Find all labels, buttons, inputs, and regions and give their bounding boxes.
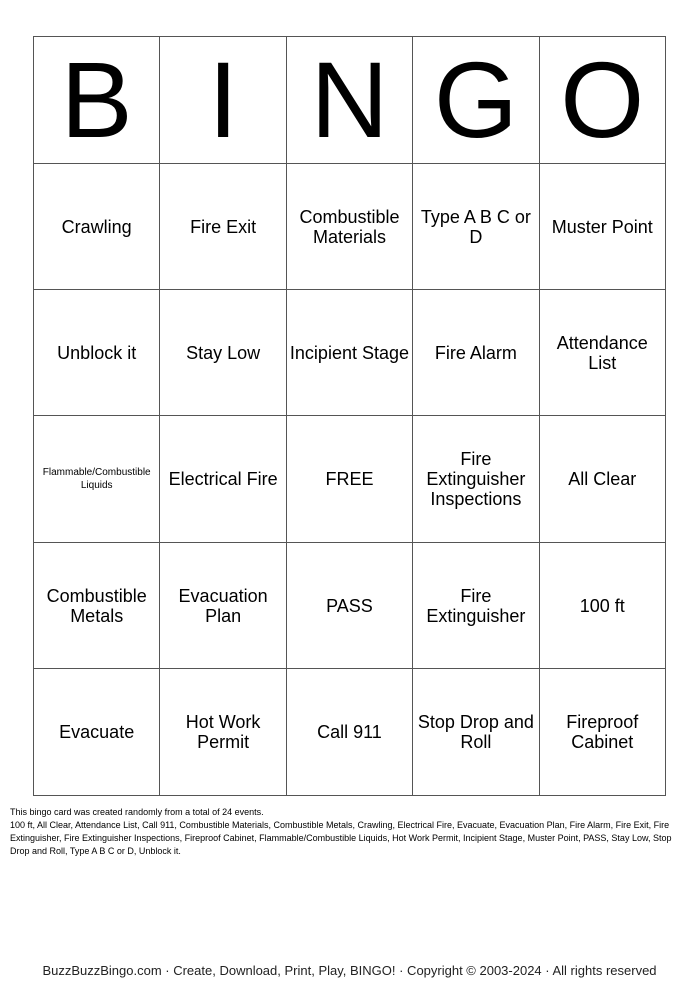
card-cell: Fire Extinguisher: [413, 543, 539, 669]
card-cell: Type A B C or D: [413, 164, 539, 290]
header-letter-b: B: [34, 37, 160, 164]
card-cell: Combustible Materials: [286, 164, 412, 290]
card-cell: Flammable/Combustible Liquids: [34, 416, 160, 543]
info-event-list: 100 ft, All Clear, Attendance List, Call 911, Combustible Materials, Combustible Metals, Crawling, Electrical Fire, Evacuate, Evacuation Plan, Fire Alarm, Fire Exit, Fire Extinguisher, Fire Extinguisher Inspections, Fireproof Cabinet, Flammable/Combustible Liquids, Hot Work Permit, Incipient Stage, Muster Point, PASS, Stay Low, Stop Drop and Roll, Type A B C or D, Unblock it.: [10, 820, 672, 856]
card-row: [34, 290, 666, 416]
card-cell: Incipient Stage: [286, 290, 412, 416]
card-cell: Hot Work Permit: [160, 669, 286, 796]
card-cell: 100 ft: [539, 543, 665, 669]
card-cell: Muster Point: [539, 164, 665, 290]
card-info: [10, 806, 690, 858]
header-letter-n: N: [286, 37, 412, 164]
card-cell: Fire Alarm: [413, 290, 539, 416]
header-letter-g: G: [413, 37, 539, 164]
card-cell: Evacuation Plan: [160, 543, 286, 669]
card-cell: PASS: [286, 543, 412, 669]
card-cell: All Clear: [539, 416, 665, 543]
header-letter-o: O: [539, 37, 665, 164]
header-letter-i: I: [160, 37, 286, 164]
card-cell: Crawling: [34, 164, 160, 290]
card-cell: Stop Drop and Roll: [413, 669, 539, 796]
card-row: [34, 416, 666, 543]
info-summary: This bingo card was created randomly from a total of 24 events.: [10, 807, 264, 817]
card-cell: Call 911: [286, 669, 412, 796]
card-cell: Fire Extinguisher Inspections: [413, 416, 539, 543]
footer-copyright: BuzzBuzzBingo.com · Create, Download, Print, Play, BINGO! · Copyright © 2003-2024 · All rights reserved: [42, 963, 657, 978]
card-cell: Unblock it: [34, 290, 160, 416]
free-space-cell: FREE: [286, 416, 412, 543]
card-cell: Stay Low: [160, 290, 286, 416]
card-cell: Combustible Metals: [34, 543, 160, 669]
card-row: [34, 669, 666, 796]
header-row: [34, 37, 666, 164]
card-cell: Fireproof Cabinet: [539, 669, 665, 796]
bingo-card: [33, 36, 666, 796]
card-row: [34, 164, 666, 290]
card-cell: Fire Exit: [160, 164, 286, 290]
card-cell: Evacuate: [34, 669, 160, 796]
card-cell: Electrical Fire: [160, 416, 286, 543]
card-row: [34, 543, 666, 669]
card-cell: Attendance List: [539, 290, 665, 416]
